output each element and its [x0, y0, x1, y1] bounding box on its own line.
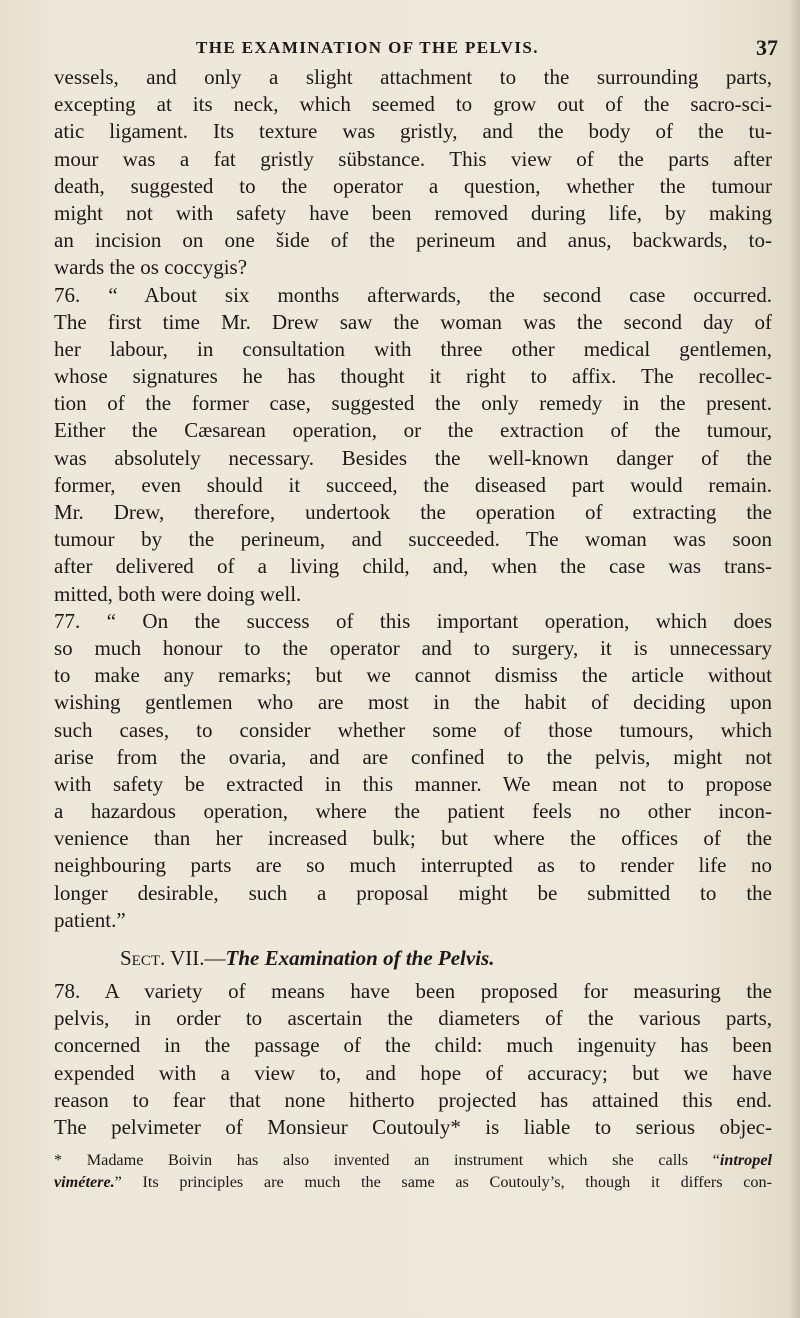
text-line: Either the Cæsarean operation, or the extraction of the tumour,: [54, 418, 772, 443]
text-line: expended with a view to, and hope of accuracy; but we have: [54, 1060, 772, 1085]
text-line: tumour by the perineum, and succeeded. The woman was soon: [54, 527, 772, 552]
section-title: The Examination of the Pelvis.: [225, 946, 495, 970]
footnote-text: * Madame Boivin has also invented an instrument which she calls “: [54, 1151, 720, 1170]
running-head: THE EXAMINATION OF THE PELVIS.: [196, 38, 539, 57]
text-line: atic ligament. Its texture was gristly, and the body of the tu-: [54, 119, 772, 144]
text-line: wards the os coccygis?: [54, 255, 248, 280]
text-line: excepting at its neck, which seemed to grow out of the sacro-sci-: [54, 92, 772, 117]
footnote-line: [54, 1149, 772, 1171]
text-line: a hazardous operation, where the patient feels no other incon-: [54, 799, 772, 824]
footnote-text: ” Its principles are much the same as Coutouly’s, though it differs con-: [114, 1173, 772, 1192]
text-line: an incision on one šide of the perineum and anus, backwards, to-: [54, 228, 772, 253]
page-edge-shadow: [788, 0, 800, 1318]
text-line: her labour, in consultation with three other medical gentlemen,: [54, 336, 772, 361]
page-header: [196, 35, 786, 62]
text-line: after delivered of a living child, and, when the case was trans-: [54, 554, 772, 579]
text-line: whose signatures he has thought it right to affix. The recollec-: [54, 364, 772, 389]
text-line: so much honour to the operator and to surgery, it is unnecessary: [54, 635, 772, 660]
footnote-italic: intropel: [719, 1151, 772, 1170]
text-line: to make any remarks; but we cannot dismiss the article without: [54, 663, 772, 688]
text-line: mour was a fat gristly sübstance. This view of the parts after: [54, 146, 772, 171]
text-line: death, suggested to the operator a question, whether the tumour: [54, 173, 772, 198]
section-heading: [54, 944, 772, 972]
text-line: longer desirable, such a proposal might be submitted to the: [54, 880, 772, 905]
text-line: was absolutely necessary. Besides the well-known danger of the: [54, 445, 772, 470]
text-line: wishing gentlemen who are most in the habit of deciding upon: [54, 690, 772, 715]
text-line: with safety be extracted in this manner. We mean not to propose: [54, 771, 772, 796]
text-line: 76. “ About six months afterwards, the second case occurred.: [54, 282, 772, 307]
text-line: mitted, both were doing well.: [54, 581, 302, 606]
text-line: reason to fear that none hitherto projected has attained this end.: [54, 1087, 772, 1112]
footnote-italic: vimétere.: [54, 1173, 115, 1192]
text-line: The pelvimeter of Monsieur Coutouly* is liable to serious objec-: [54, 1114, 772, 1139]
text-line: 77. “ On the success of this important operation, which does: [54, 608, 772, 633]
text-line: such cases, to consider whether some of those tumours, which: [54, 717, 772, 742]
page-number: 37: [756, 35, 778, 60]
text-line: Mr. Drew, therefore, undertook the operation of extracting the: [54, 500, 772, 524]
text-line: venience than her increased bulk; but where the offices of the: [54, 826, 772, 851]
main-text: [54, 64, 772, 1193]
text-line: pelvis, in order to ascertain the diameters of the various parts,: [54, 1006, 772, 1031]
text-line: 78. A variety of means have been proposed for measuring the: [54, 979, 772, 1003]
footnote: [54, 1149, 772, 1193]
section-label: Sect. VII.—: [120, 946, 226, 970]
text-line: patient.”: [54, 907, 126, 932]
text-line: might not with safety have been removed during life, by making: [54, 200, 772, 225]
text-line: arise from the ovaria, and are confined to the pelvis, might not: [54, 744, 772, 769]
text-line: vessels, and only a slight attachment to the surrounding parts,: [54, 65, 772, 89]
text-line: former, even should it succeed, the diseased part would remain.: [54, 472, 772, 497]
footnote-line: [54, 1171, 772, 1193]
text-line: neighbouring parts are so much interrupted as to render life no: [54, 853, 772, 878]
text-line: concerned in the passage of the child: much ingenuity has been: [54, 1033, 772, 1058]
text-line: tion of the former case, suggested the only remedy in the present.: [54, 391, 772, 416]
text-line: The first time Mr. Drew saw the woman was the second day of: [54, 309, 772, 334]
